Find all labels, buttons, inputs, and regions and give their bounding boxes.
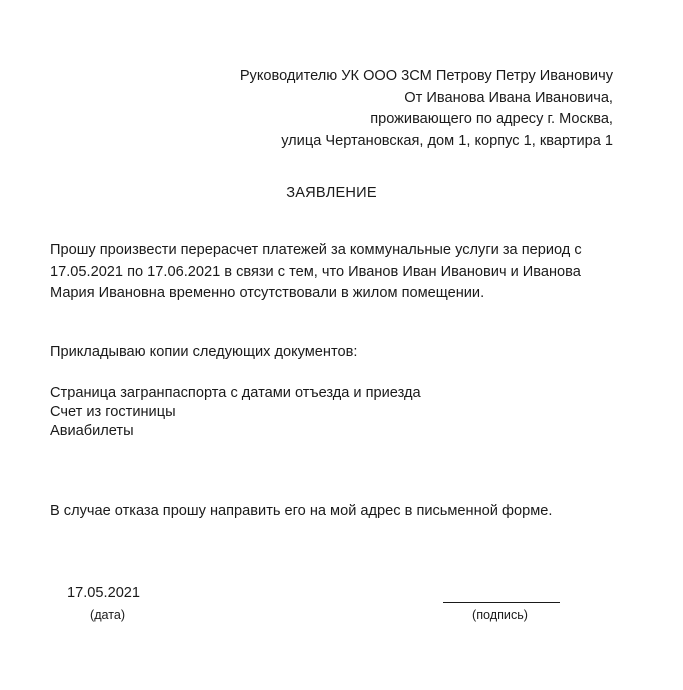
sender-street-line: улица Чертановская, дом 1, корпус 1, квартира 1 [281, 132, 613, 149]
list-item: Счет из гостиницы [50, 404, 176, 420]
refusal-paragraph: В случае отказа прошу направить его на мой адрес в письменной форме. [50, 503, 553, 519]
attachments-intro: Прикладываю копии следующих документов: [50, 344, 358, 360]
sender-line: От Иванова Ивана Ивановича, [404, 89, 613, 106]
document-title [0, 185, 683, 201]
list-item: Авиабилеты [50, 423, 134, 439]
signature-caption: (подпись) [472, 608, 528, 622]
sender-address-line: проживающего по адресу г. Москва, [370, 111, 613, 127]
document-title-text: ЗАЯВЛЕНИЕ [286, 185, 377, 201]
date-caption: (дата) [90, 608, 126, 622]
attachments-list [50, 384, 421, 441]
list-item: Страница загранпаспорта с датами отъезда и приезда [50, 385, 421, 401]
date-value: 17.05.2021 [67, 585, 141, 601]
addressee-block [240, 66, 613, 152]
request-paragraph: Прошу произвести перерасчет платежей за коммунальные услуги за период с 17.05.2021 по 17.06.2021 в связи с тем, что Иванов Иван Иванович и Иванова Мария Ивановна временно отсутствовали в жилом помещении. [50, 242, 582, 301]
addressee-line: Руководителю УК ООО 3СМ Петрову Петру Ивановичу [239, 68, 613, 84]
signature-line [443, 602, 560, 603]
